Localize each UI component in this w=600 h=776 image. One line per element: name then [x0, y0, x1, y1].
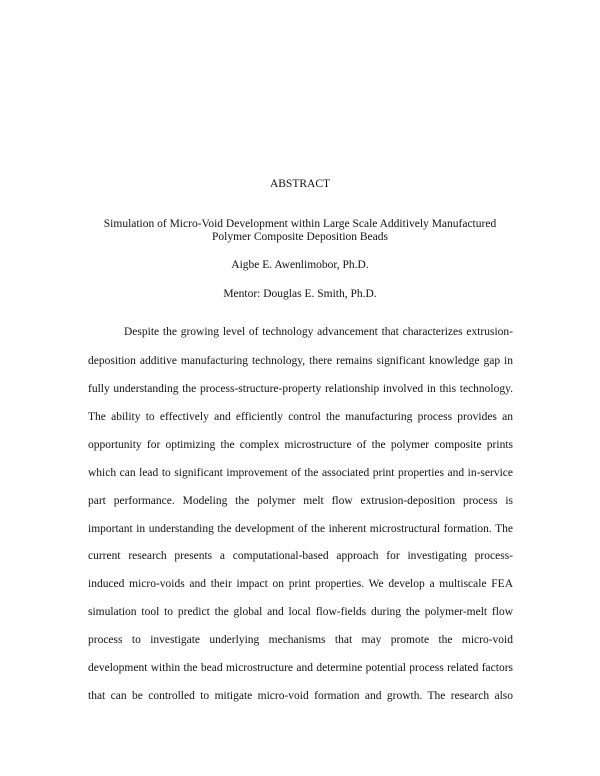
body-line: current research presents a computational-based approach for investigating process- — [88, 550, 513, 562]
body-line: Despite the growing level of technology advancement that characterizes extrusion- — [124, 326, 513, 338]
body-line: development within the bead microstructure and determine potential process related factors — [88, 662, 513, 674]
body-line: induced micro-voids and their impact on print properties. We develop a multiscale FEA — [88, 578, 513, 590]
document-title — [0, 218, 600, 244]
title-line: Simulation of Micro-Void Development within Large Scale Additively Manufactured — [103, 218, 497, 230]
body-line: important in understanding the development of the inherent microstructural formation. The — [88, 523, 513, 535]
body-line: fully understanding the process-structure-property relationship involved in this technology. — [88, 383, 513, 395]
mentor-line: Mentor: Douglas E. Smith, Ph.D. — [223, 288, 377, 300]
author-line: Aigbe E. Awenlimobor, Ph.D. — [231, 259, 369, 271]
body-line: part performance. Modeling the polymer melt flow extrusion-deposition process is — [88, 495, 513, 507]
abstract-heading: ABSTRACT — [269, 178, 331, 190]
title-line: Polymer Composite Deposition Beads — [211, 231, 388, 243]
body-line: The ability to effectively and efficiently control the manufacturing process provides an — [88, 411, 513, 423]
body-line: which can lead to significant improvement of the associated print properties and in-service — [88, 467, 513, 479]
body-line: that can be controlled to mitigate micro-void formation and growth. The research also — [88, 690, 513, 702]
body-line: deposition additive manufacturing technology, there remains significant knowledge gap in — [88, 355, 513, 367]
body-line: opportunity for optimizing the complex microstructure of the polymer composite prints — [88, 439, 513, 451]
body-line: simulation tool to predict the global and local flow-fields during the polymer-melt flow — [88, 606, 513, 618]
body-line: process to investigate underlying mechanisms that may promote the micro-void — [88, 634, 513, 646]
